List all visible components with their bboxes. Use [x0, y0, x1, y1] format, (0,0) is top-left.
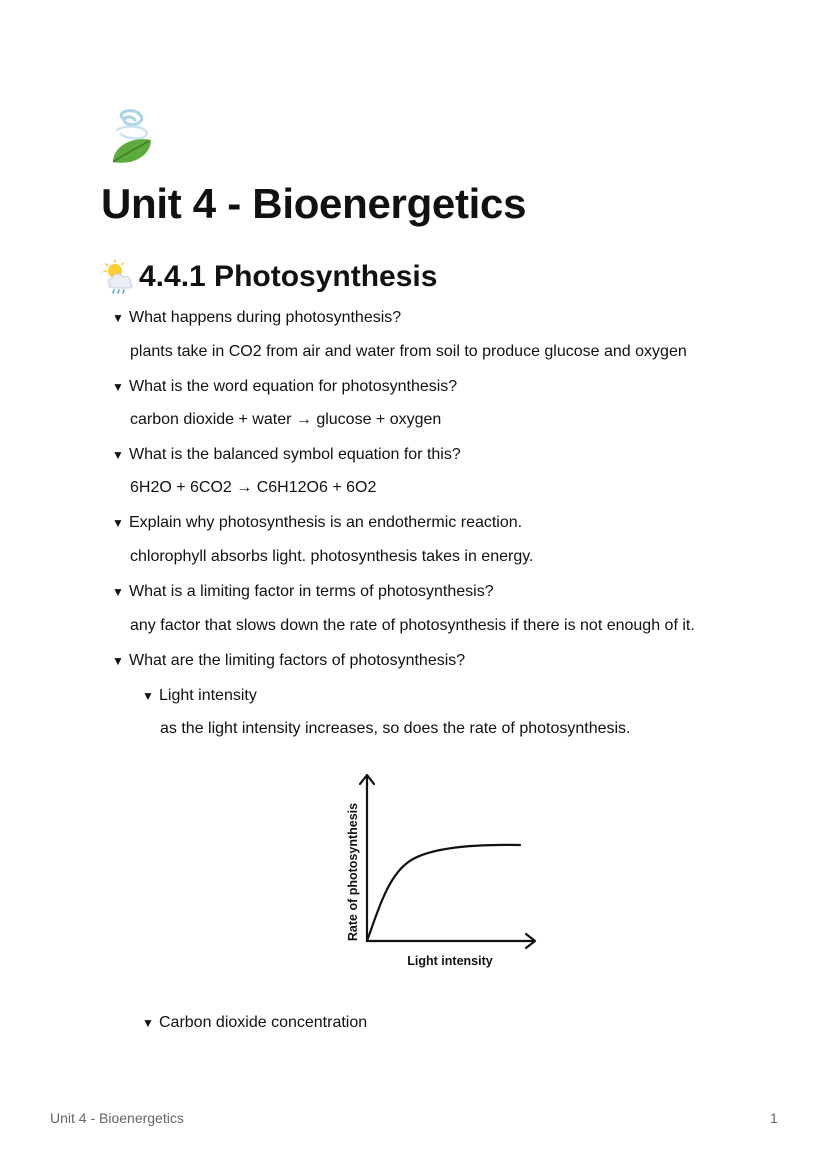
- toggle-answer: carbon dioxide + water → glucose + oxygen: [130, 411, 442, 428]
- toggle-question: What is a limiting factor in terms of photosynthesis?: [129, 583, 494, 600]
- toggle-item[interactable]: [112, 581, 494, 603]
- subtoggle-label: Light intensity: [159, 687, 257, 704]
- toggle-item[interactable]: [112, 376, 457, 398]
- toggle-triangle-icon[interactable]: ▼: [112, 654, 124, 668]
- toggle-triangle-icon[interactable]: ▼: [142, 1016, 154, 1030]
- toggle-question: Explain why photosynthesis is an endothermic reaction.: [129, 514, 523, 531]
- graph-ylabel: Rate of photosynthesis: [346, 802, 360, 942]
- section-heading-text: 4.4.1 Photosynthesis: [139, 260, 438, 293]
- footer-title: Unit 4 - Bioenergetics: [50, 1110, 184, 1126]
- graph-xlabel: Light intensity: [407, 954, 493, 968]
- toggle-item[interactable]: [112, 650, 465, 672]
- toggle-answer: any factor that slows down the rate of photosynthesis if there is not enough of it.: [130, 617, 695, 634]
- subtoggle-answer: as the light intensity increases, so does the rate of photosynthesis.: [160, 720, 631, 737]
- toggle-question: What are the limiting factors of photosynthesis?: [129, 652, 466, 669]
- toggle-item[interactable]: [112, 307, 401, 329]
- document-title: Unit 4 - Bioenergetics: [101, 180, 527, 227]
- rate-curve: [367, 845, 520, 941]
- toggle-triangle-icon[interactable]: ▼: [112, 311, 124, 325]
- section-heading: [103, 255, 437, 299]
- toggle-answer: plants take in CO2 from air and water from soil to produce glucose and oxygen: [130, 343, 687, 360]
- toggle-triangle-icon[interactable]: ▼: [112, 380, 124, 394]
- page-number: 1: [770, 1110, 778, 1126]
- toggle-triangle-icon[interactable]: ▼: [112, 448, 124, 462]
- toggle-question: What is the word equation for photosynthesis?: [129, 378, 458, 395]
- toggle-answer: 6H2O + 6CO2 → C6H12O6 + 6O2: [130, 479, 377, 496]
- subtoggle-item[interactable]: [142, 1012, 367, 1034]
- toggle-item[interactable]: [112, 444, 461, 466]
- toggle-answer: chlorophyll absorbs light. photosynthesis takes in energy.: [130, 548, 534, 565]
- toggle-question: What is the balanced symbol equation for this?: [129, 446, 461, 463]
- subtoggle-item[interactable]: [142, 685, 257, 707]
- toggle-item[interactable]: [112, 512, 522, 534]
- sun-behind-rain-cloud-icon: [103, 259, 137, 295]
- leaf-wind-icon: [107, 106, 157, 168]
- toggle-question: What happens during photosynthesis?: [129, 309, 402, 326]
- light-intensity-graph: [330, 765, 545, 975]
- toggle-triangle-icon[interactable]: ▼: [112, 516, 124, 530]
- toggle-triangle-icon[interactable]: ▼: [112, 585, 124, 599]
- toggle-triangle-icon[interactable]: ▼: [142, 689, 154, 703]
- subtoggle-label: Carbon dioxide concentration: [159, 1014, 368, 1031]
